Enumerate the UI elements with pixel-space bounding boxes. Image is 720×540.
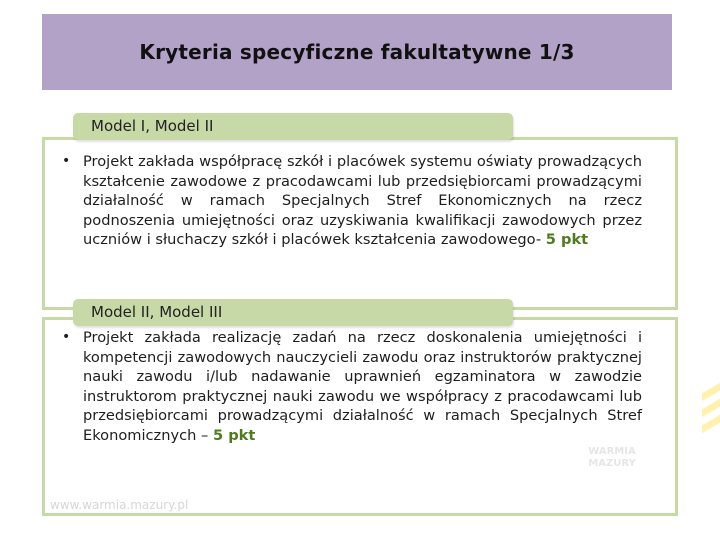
- decor-bar: [702, 383, 720, 401]
- decorative-side-bars: [696, 380, 720, 470]
- section-tab-model-2-3: Model II, Model III: [73, 299, 513, 326]
- decor-bar: [702, 399, 720, 417]
- criterion-points-2: 5 pkt: [212, 426, 256, 444]
- region-logo-watermark: [572, 446, 652, 486]
- slide-title: Kryteria specyficzne fakultatywne 1/3: [139, 40, 575, 64]
- bullet-icon: •: [62, 153, 71, 169]
- logo-line-2: MAZURY: [588, 458, 636, 469]
- criterion-text-1: [62, 152, 642, 250]
- decor-bar: [702, 415, 720, 433]
- criterion-body-1: Projekt zakłada współpracę szkół i placówek systemu oświaty prowadzących kształcenie zawodowe z pracodawcami lub przedsiębiorcami prowadzącymi działalność w ramach Specjalnych Stref Ekonomicznych na rzecz podnoszenia umiejętności oraz uzyskiwania kwalifikacji zawodowych przez uczniów i słuchaczy szkół i placówek kształcenia zawodowego-: [83, 153, 642, 249]
- slide-title-banner: [42, 14, 672, 90]
- section-tab-model-1-2: Model I, Model II: [73, 113, 513, 140]
- logo-line-1: WARMIA: [588, 446, 636, 457]
- criterion-text-2: [62, 328, 642, 446]
- bullet-icon: •: [62, 329, 71, 345]
- criterion-points-1: 5 pkt: [545, 231, 589, 249]
- footer-url: www.warmia.mazury.pl: [50, 498, 189, 512]
- criterion-body-2: Projekt zakłada realizację zadań na rzecz doskonalenia umiejętności i kompetencji zawodowych nauczycieli zawodu oraz instruktorów praktycznej nauki zawodu i/lub nadawanie uprawnień egzaminatora w zawodzie instruktorom praktycznej nauki zawodu we współpracy z pracodawcami lub przedsiębiorcami prowadzącymi działalność w ramach Specjalnych Stref Ekonomicznych –: [83, 329, 642, 444]
